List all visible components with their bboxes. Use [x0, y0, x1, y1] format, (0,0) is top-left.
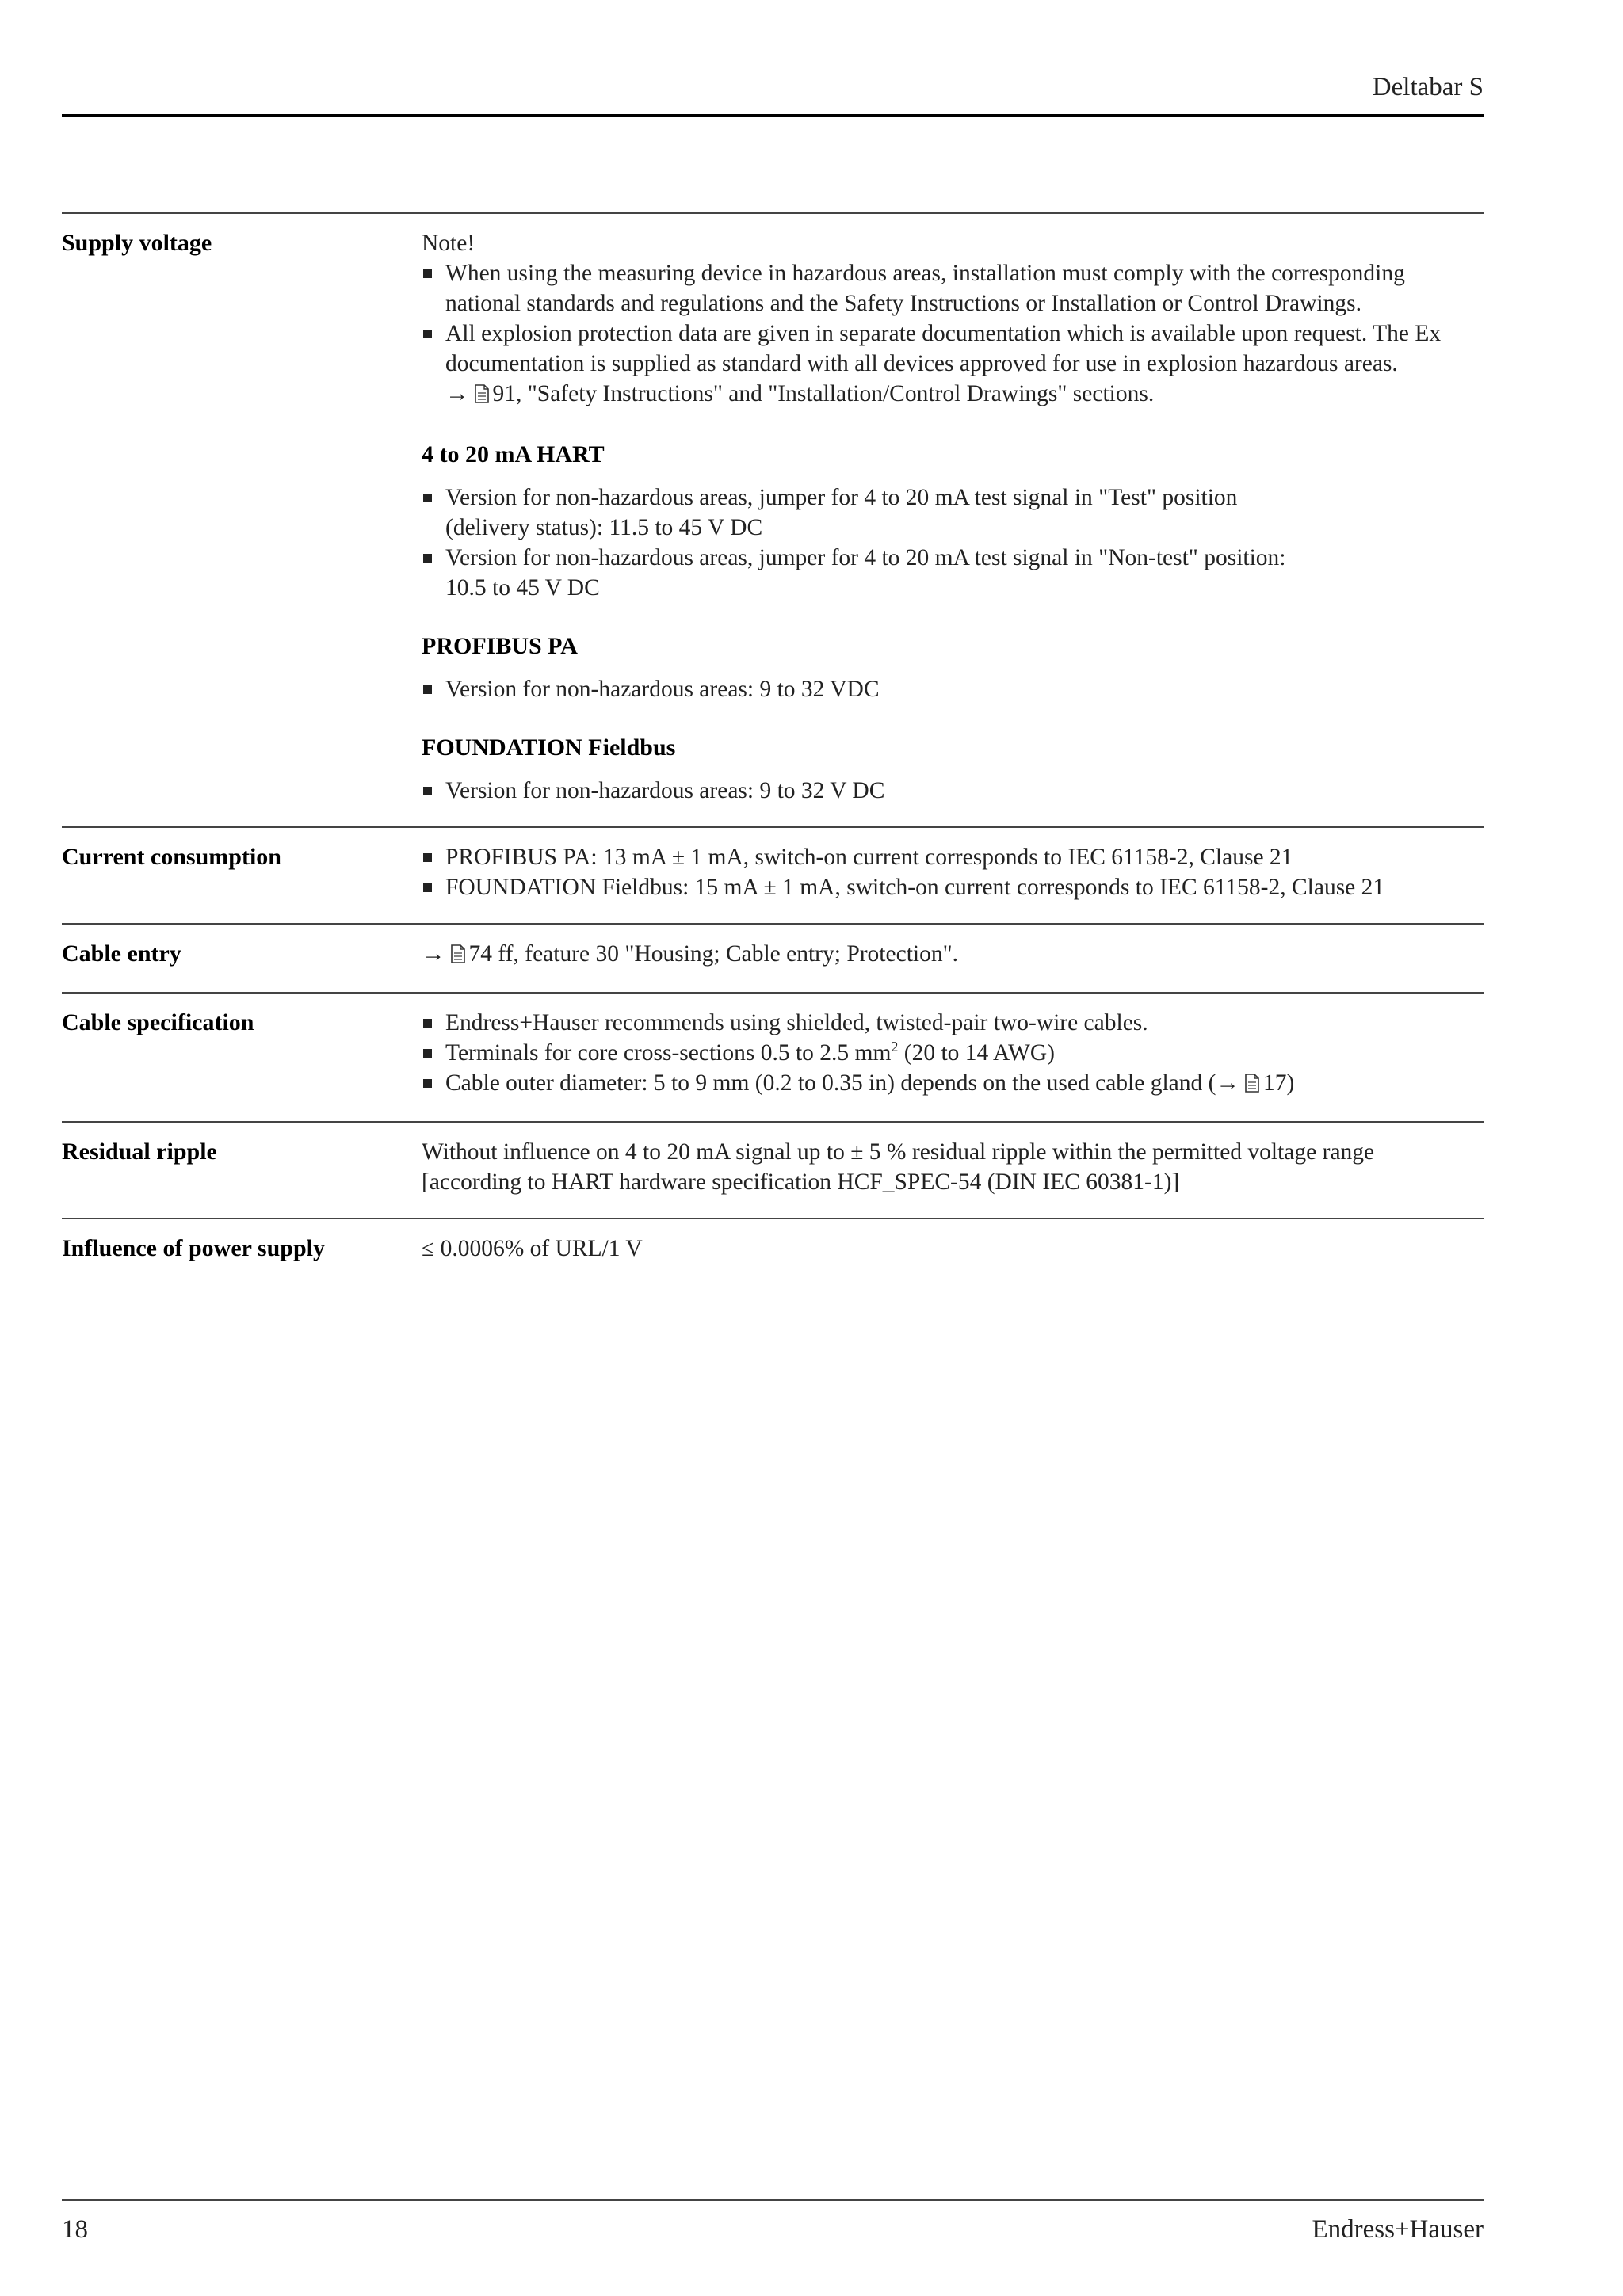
list-item: Endress+Hauser recommends using shielded, twisted-pair two-wire cables. [422, 1008, 1484, 1038]
footer-rule [62, 2199, 1484, 2201]
list-item-text: 17) [1262, 1070, 1295, 1096]
list-item-text-cont: (delivery status): 11.5 to 45 V DC [445, 515, 763, 540]
subheading-foundation: FOUNDATION Fieldbus [422, 734, 676, 761]
row-supply-voltage [62, 212, 1484, 826]
row-body [422, 939, 1484, 971]
list-item [422, 482, 1484, 543]
list-item-text: Terminals for core cross-sections 0.5 to 2.5 mm [445, 1040, 892, 1066]
subheading-hart: 4 to 20 mA HART [422, 441, 605, 467]
row-body [422, 228, 1484, 806]
row-influence-power-supply [62, 1218, 1484, 1284]
row-label: Influence of power supply [62, 1235, 325, 1261]
row-body [422, 1137, 1484, 1197]
list-item: Version for non-hazardous areas: 9 to 32 VDC [422, 674, 1484, 704]
hart-list [422, 482, 1484, 603]
page-number: 18 [62, 2215, 88, 2244]
list-item-text: Version for non-hazardous areas, jumper for 4 to 20 mA test signal in "Test" position [445, 485, 1238, 510]
list-item [422, 1068, 1484, 1100]
row-residual-ripple [62, 1121, 1484, 1218]
footer-brand: Endress+Hauser [1312, 2215, 1484, 2244]
list-item-text: Version for non-hazardous areas, jumper for 4 to 20 mA test signal in "Non-test" position: [445, 545, 1286, 570]
row-cable-entry [62, 923, 1484, 992]
row-body [422, 842, 1484, 902]
superscript: 2 [891, 1039, 899, 1055]
spec-table [62, 212, 1484, 1284]
header-rule [62, 114, 1484, 117]
row-label: Residual ripple [62, 1138, 217, 1165]
reference-text: 91, "Safety Instructions" and "Installation/Control Drawings" sections. [492, 381, 1155, 406]
list-item: When using the measuring device in hazardous areas, installation must comply with the corresponding national standards and regulations and the Safety Instructions or Installation or Control Drawings. [422, 258, 1484, 318]
page-reference-icon [450, 941, 466, 971]
note-label: Note! [422, 231, 475, 256]
arrow-icon: → [422, 941, 445, 967]
cable-spec-list [422, 1008, 1484, 1100]
row-label: Supply voltage [62, 230, 212, 256]
list-item-text: Cable outer diameter: 5 to 9 mm (0.2 to 0.35 in) depends on the used cable gland (→ [445, 1070, 1239, 1096]
subheading-profibus: PROFIBUS PA [422, 633, 578, 659]
ripple-line-2: [according to HART hardware specification HCF_SPEC-54 (DIN IEC 60381-1)] [422, 1169, 1180, 1195]
page-reference-icon [1244, 1070, 1260, 1100]
row-body: ≤ 0.0006% of URL/1 V [422, 1236, 643, 1261]
list-item-text-cont: 10.5 to 45 V DC [445, 575, 600, 601]
row-label: Cable specification [62, 1009, 254, 1035]
current-list [422, 842, 1484, 902]
list-item: FOUNDATION Fieldbus: 15 mA ± 1 mA, switch-on current corresponds to IEC 61158-2, Clause 21 [422, 872, 1484, 902]
list-item: All explosion protection data are given in separate documentation which is available upon request. The Ex documentation is supplied as standard with all devices approved for use in explosion hazardous areas. [422, 318, 1484, 379]
list-item [422, 1038, 1484, 1068]
row-label: Current consumption [62, 844, 281, 870]
reference-line [422, 379, 1484, 411]
note-list [422, 258, 1484, 379]
row-body [422, 1008, 1484, 1100]
row-current-consumption [62, 826, 1484, 923]
reference-text: 74 ff, feature 30 "Housing; Cable entry; Protection". [468, 941, 958, 967]
arrow-icon: → [445, 381, 469, 406]
row-cable-specification [62, 992, 1484, 1121]
page-reference-icon [474, 381, 490, 411]
list-item-text: (20 to 14 AWG) [898, 1040, 1055, 1066]
profibus-list [422, 674, 1484, 704]
row-label: Cable entry [62, 940, 181, 967]
list-item [422, 543, 1484, 603]
list-item: PROFIBUS PA: 13 mA ± 1 mA, switch-on current corresponds to IEC 61158-2, Clause 21 [422, 842, 1484, 872]
page-header-title: Deltabar S [1372, 73, 1484, 101]
ripple-line-1: Without influence on 4 to 20 mA signal up to ± 5 % residual ripple within the permitted voltage range [422, 1139, 1375, 1165]
foundation-list [422, 776, 1484, 806]
list-item: Version for non-hazardous areas: 9 to 32 V DC [422, 776, 1484, 806]
